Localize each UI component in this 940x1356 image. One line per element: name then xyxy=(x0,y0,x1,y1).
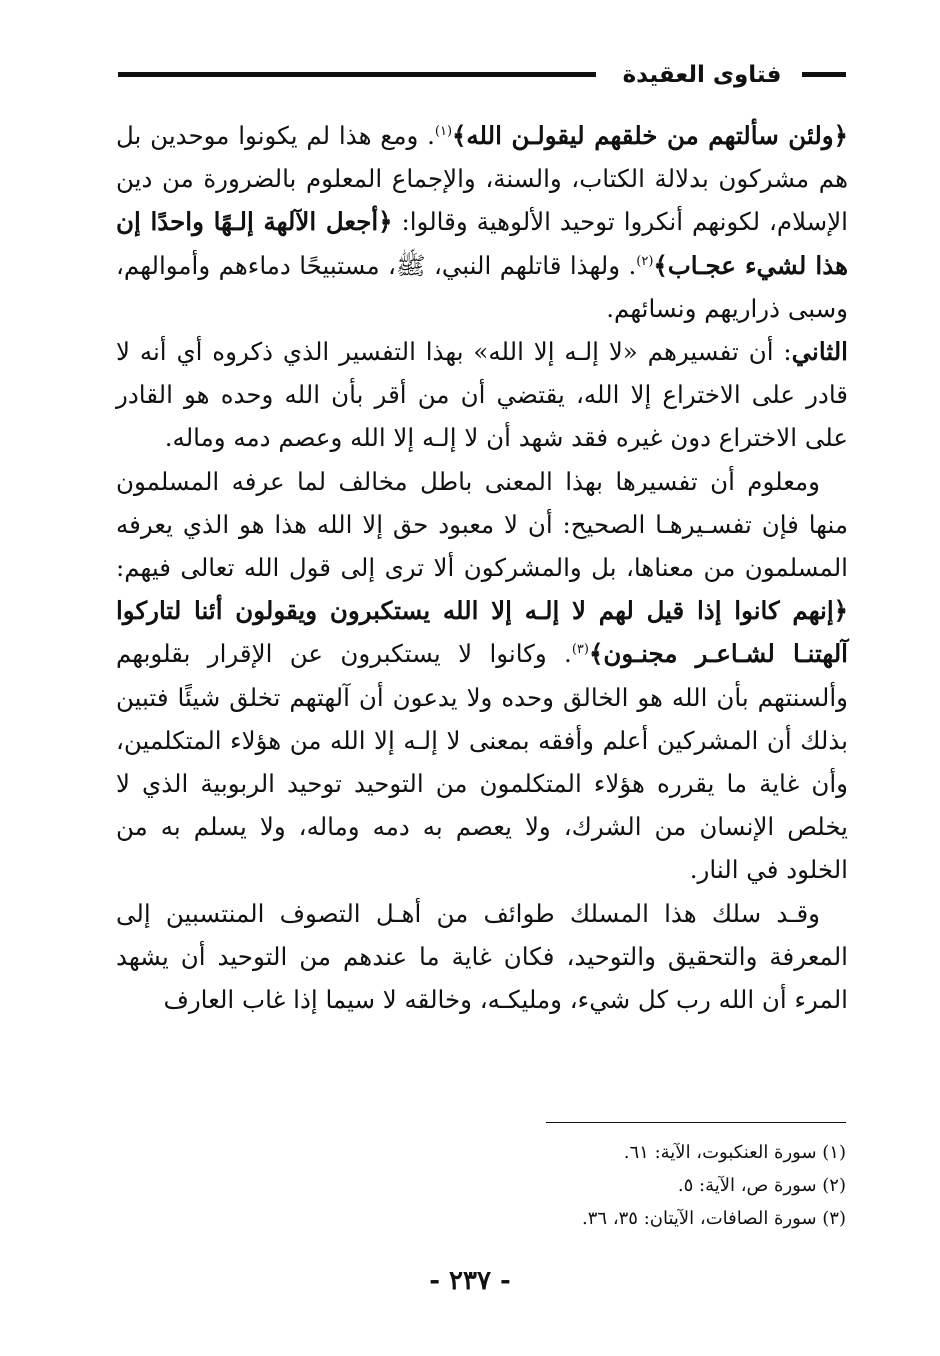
paragraph-3-text-a: ومعلوم أن تفسيرها بهذا المعنى باطل مخالف لما عرفه المسلمون منها فإن تفسـيرهـا الصحيح: أن لا معبود حق إلا الله هذا هو الذي يعرفه المسلمون من معناها، بل والمشركون ألا ترى إلى قول الله تعالى فيهم: xyxy=(116,466,848,583)
footnote-2: (٢) سورة ص، الآية: ٥. xyxy=(677,1175,846,1196)
page-number: - ٢٣٧ - xyxy=(429,1266,511,1296)
header-rule-right xyxy=(802,72,846,77)
paragraph-4-text: وقـد سلك هذا المسلك طوائف من أهـل التصوف المنتسبين إلى المعرفة والتحقيق والتوحيد، فكان غاية ما عندهم من التوحيد أن يشهد المرء أن الله رب كل شيء، ومليكـه، وخالقه لا سيما إذا غاب العارف xyxy=(116,898,848,1015)
paragraph-1 xyxy=(116,114,848,330)
quran-verse-1: ﴿ولئن سألتهم من خلقهم ليقولـن الله﴾ xyxy=(452,121,848,150)
header-rule-left xyxy=(118,72,596,77)
paragraph-1-text-a: . ومع هذا لم يكونوا موحدين بل هم مشركون بدلالة الكتاب، والسنة، والإجماع المعلوم بالضرورة من دين الإسلام، لكونهم أنكروا توحيد الألوهية وقالوا: xyxy=(116,121,848,237)
paragraph-3-text-b: . وكانوا لا يستكبرون عن الإقرار بقلوبهم وألسنتهم بأن الله هو الخالق وحده ولا يدعون أن آلهتهم تخلق شيئًا فتبين بذلك أن المشركين أعلم وأفقه بمعنى لا إلـه إلا الله من هؤلاء المتكلمين، وأن غاية ما يقرره هؤلاء المتكلمون من التوحيد توحيد الربوبية الذي لا يخلص الإنسان من الشرك، ولا يعصم به دمه وماله، ولا يسلم به من الخلود في النار. xyxy=(116,639,848,885)
running-header xyxy=(118,60,846,96)
footnote-separator xyxy=(546,1122,846,1123)
footnotes xyxy=(340,1136,846,1235)
paragraph-4 xyxy=(116,892,848,1022)
main-text xyxy=(116,114,848,1021)
quran-verse-3: ﴿إنهم كانوا إذا قيل لهم لا إلـه إلا الله يستكبرون ويقولون أئنا لتاركوا آلهتنـا لشـاعـر مجنـون﴾ xyxy=(116,596,848,669)
paragraph-2 xyxy=(116,330,848,460)
footnote-3: (٣) سورة الصافات، الآيتان: ٣٥، ٣٦. xyxy=(582,1208,846,1229)
footnote-ref-3: (٣) xyxy=(571,642,589,658)
quran-verse-2: ﴿أجعل الآلهة إلـهًا واحدًا إن هذا لشيء عجـاب﴾ xyxy=(116,207,848,280)
paragraph-2-text: : أن تفسيرهم «لا إلـه إلا الله» بهذا التفسير الذي ذكروه أي أنه لا قادر على الاختراع إلا الله، يقتضي أن من أقر بأن الله وحده هو القادر على الاختراع دون غيره فقد شهد أن لا إلـه إلا الله وعصم دمه وماله. xyxy=(116,337,848,453)
footnote-ref-2: (٢) xyxy=(636,253,654,269)
header-title: فتاوى العقيدة xyxy=(622,62,782,88)
paragraph-1-text-b: . ولهذا قاتلهم النبي، ﷺ، مستبيحًا دماءهم وأموالهم، وسبى ذراريهم ونسائهم. xyxy=(116,250,848,323)
paragraph-3 xyxy=(116,460,848,892)
footnote-ref-1: (١) xyxy=(434,123,453,139)
footnote-1: (١) سورة العنكبوت، الآية: ٦١. xyxy=(623,1142,846,1163)
paragraph-2-lead: الثاني xyxy=(791,337,848,367)
